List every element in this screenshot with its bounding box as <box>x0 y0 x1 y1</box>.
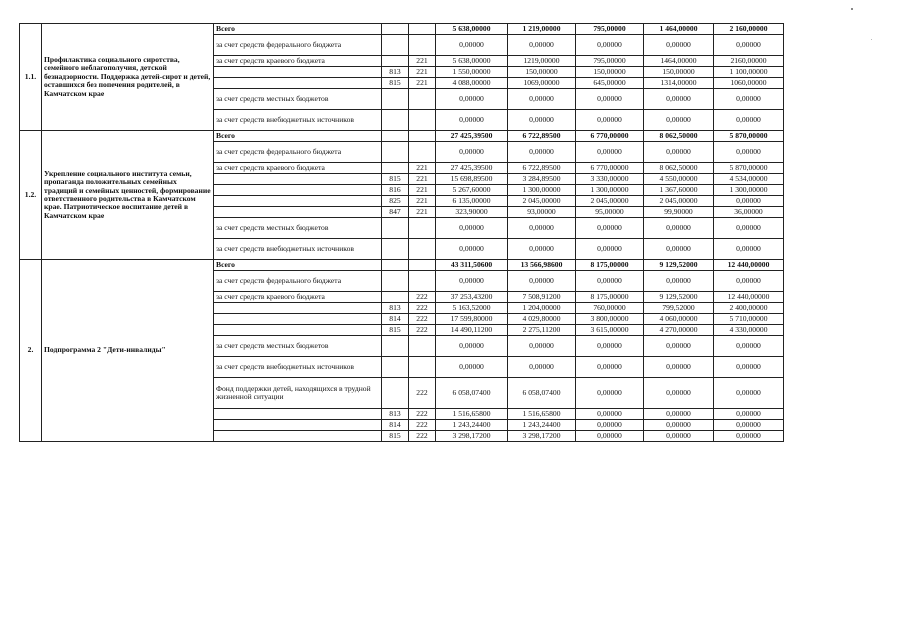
funding-source-label: за счет средств федерального бюджета <box>214 271 382 292</box>
grbs-code: 847 <box>382 207 409 218</box>
funding-source-label: за счет средств краевого бюджета <box>214 56 382 67</box>
amount-year: 0,00000 <box>576 110 644 131</box>
program-code: 222 <box>409 409 436 420</box>
amount-year: 0,00000 <box>714 142 784 163</box>
amount-year: 0,00000 <box>714 271 784 292</box>
program-code: 222 <box>409 420 436 431</box>
amount-year: 4 029,80000 <box>508 314 576 325</box>
funding-source-label <box>214 67 382 78</box>
grbs-code: 816 <box>382 185 409 196</box>
amount-year: 2 400,00000 <box>714 303 784 314</box>
amount-total: 4 088,00000 <box>436 78 508 89</box>
grbs-code <box>382 292 409 303</box>
program-code: 221 <box>409 78 436 89</box>
amount-year: 0,00000 <box>576 218 644 239</box>
amount-year: 1 464,00000 <box>644 24 714 35</box>
funding-source-label <box>214 196 382 207</box>
program-code <box>409 35 436 56</box>
amount-year: 0,00000 <box>508 357 576 378</box>
amount-year: 0,00000 <box>714 218 784 239</box>
amount-year: 0,00000 <box>644 420 714 431</box>
amount-year: 645,00000 <box>576 78 644 89</box>
grbs-code <box>382 271 409 292</box>
amount-year: 0,00000 <box>714 35 784 56</box>
funding-source-label: за счет средств федерального бюджета <box>214 142 382 163</box>
amount-year: 4 330,00000 <box>714 325 784 336</box>
funding-source-label: за счет средств краевого бюджета <box>214 163 382 174</box>
amount-year: 0,00000 <box>508 89 576 110</box>
amount-total: 0,00000 <box>436 239 508 260</box>
amount-year: 0,00000 <box>714 357 784 378</box>
amount-year: 1 516,65800 <box>508 409 576 420</box>
section-description: Подпрограмма 2 "Дети-инвалиды" <box>42 260 214 442</box>
funding-source-label <box>214 303 382 314</box>
amount-year: 0,00000 <box>644 35 714 56</box>
grbs-code: 814 <box>382 314 409 325</box>
amount-year: 1314,00000 <box>644 78 714 89</box>
amount-year: 8 062,50000 <box>644 163 714 174</box>
amount-year: 0,00000 <box>644 110 714 131</box>
amount-year: 0,00000 <box>576 89 644 110</box>
program-code <box>409 357 436 378</box>
amount-total: 0,00000 <box>436 89 508 110</box>
amount-total: 0,00000 <box>436 336 508 357</box>
amount-year: 6 058,07400 <box>508 378 576 409</box>
amount-year: 7 508,91200 <box>508 292 576 303</box>
program-code <box>409 142 436 163</box>
amount-year: 0,00000 <box>576 271 644 292</box>
funding-source-label: Всего <box>214 260 382 271</box>
program-code: 222 <box>409 325 436 336</box>
amount-year: 4 060,00000 <box>644 314 714 325</box>
funding-source-label: за счет средств внебюджетных источников <box>214 357 382 378</box>
amount-year: 6 722,89500 <box>508 163 576 174</box>
funding-source-label <box>214 207 382 218</box>
amount-total: 6 135,00000 <box>436 196 508 207</box>
amount-year: 95,00000 <box>576 207 644 218</box>
amount-total: 1 516,65800 <box>436 409 508 420</box>
grbs-code: 815 <box>382 431 409 442</box>
section-index: 1.1. <box>20 24 42 131</box>
funding-source-label: за счет средств местных бюджетов <box>214 336 382 357</box>
grbs-code <box>382 336 409 357</box>
amount-total: 37 253,43200 <box>436 292 508 303</box>
grbs-code <box>382 378 409 409</box>
program-code: 221 <box>409 67 436 78</box>
amount-total: 0,00000 <box>436 357 508 378</box>
program-code: 222 <box>409 303 436 314</box>
amount-year: 3 298,17200 <box>508 431 576 442</box>
grbs-code <box>382 260 409 271</box>
scan-speck <box>871 39 872 40</box>
grbs-code <box>382 56 409 67</box>
grbs-code <box>382 163 409 174</box>
amount-year: 8 062,50000 <box>644 131 714 142</box>
amount-year: 0,00000 <box>508 142 576 163</box>
program-code: 222 <box>409 314 436 325</box>
amount-year: 1 300,00000 <box>576 185 644 196</box>
amount-year: 3 330,00000 <box>576 174 644 185</box>
funding-source-label <box>214 420 382 431</box>
program-code: 221 <box>409 207 436 218</box>
grbs-code: 813 <box>382 409 409 420</box>
amount-year: 3 615,00000 <box>576 325 644 336</box>
amount-year: 8 175,00000 <box>576 260 644 271</box>
budget-table <box>19 23 784 442</box>
section-description: Профилактика социального сиротства, семейного неблагополучия, детской безнадзорности. Поддержка детей-сирот и детей, оставшихся без попечения родителей, в Камчатском крае <box>42 24 214 131</box>
grbs-code <box>382 131 409 142</box>
amount-year: 0,00000 <box>714 196 784 207</box>
funding-source-label: Всего <box>214 131 382 142</box>
amount-year: 5 870,00000 <box>714 163 784 174</box>
amount-year: 0,00000 <box>644 336 714 357</box>
section-index: 1.2. <box>20 131 42 260</box>
amount-year: 99,90000 <box>644 207 714 218</box>
grbs-code <box>382 218 409 239</box>
amount-year: 0,00000 <box>714 239 784 260</box>
program-code <box>409 260 436 271</box>
scan-speck <box>851 8 853 10</box>
amount-total: 14 490,11200 <box>436 325 508 336</box>
funding-source-label <box>214 431 382 442</box>
section-index: 2. <box>20 260 42 442</box>
amount-total: 27 425,39500 <box>436 163 508 174</box>
grbs-code: 813 <box>382 303 409 314</box>
amount-total: 15 698,89500 <box>436 174 508 185</box>
amount-year: 0,00000 <box>508 239 576 260</box>
funding-source-label <box>214 409 382 420</box>
funding-source-label <box>214 174 382 185</box>
amount-year: 1 243,24400 <box>508 420 576 431</box>
amount-year: 13 566,98600 <box>508 260 576 271</box>
amount-total: 323,90000 <box>436 207 508 218</box>
amount-year: 4 550,00000 <box>644 174 714 185</box>
amount-year: 0,00000 <box>714 409 784 420</box>
program-code <box>409 218 436 239</box>
program-code <box>409 110 436 131</box>
amount-year: 0,00000 <box>644 239 714 260</box>
amount-year: 0,00000 <box>576 409 644 420</box>
amount-year: 0,00000 <box>644 89 714 110</box>
amount-year: 150,00000 <box>644 67 714 78</box>
funding-source-label <box>214 325 382 336</box>
program-code <box>409 89 436 110</box>
amount-year: 2 160,00000 <box>714 24 784 35</box>
amount-year: 8 175,00000 <box>576 292 644 303</box>
amount-year: 0,00000 <box>714 110 784 131</box>
amount-total: 27 425,39500 <box>436 131 508 142</box>
amount-year: 0,00000 <box>714 420 784 431</box>
grbs-code: 815 <box>382 78 409 89</box>
amount-year: 0,00000 <box>508 336 576 357</box>
amount-total: 5 638,00000 <box>436 56 508 67</box>
grbs-code <box>382 89 409 110</box>
amount-year: 0,00000 <box>508 218 576 239</box>
amount-year: 2 045,00000 <box>576 196 644 207</box>
amount-year: 0,00000 <box>644 271 714 292</box>
funding-source-label <box>214 314 382 325</box>
amount-year: 0,00000 <box>508 271 576 292</box>
grbs-code <box>382 142 409 163</box>
amount-year: 6 770,00000 <box>576 131 644 142</box>
amount-total: 17 599,80000 <box>436 314 508 325</box>
amount-total: 0,00000 <box>436 142 508 163</box>
amount-year: 1 204,00000 <box>508 303 576 314</box>
table-row <box>20 131 784 142</box>
amount-year: 0,00000 <box>644 142 714 163</box>
amount-year: 5 870,00000 <box>714 131 784 142</box>
amount-year: 0,00000 <box>644 218 714 239</box>
grbs-code <box>382 110 409 131</box>
amount-year: 0,00000 <box>508 35 576 56</box>
amount-year: 0,00000 <box>576 35 644 56</box>
amount-year: 2 045,00000 <box>508 196 576 207</box>
amount-year: 1 300,00000 <box>508 185 576 196</box>
amount-year: 2 045,00000 <box>644 196 714 207</box>
amount-year: 1219,00000 <box>508 56 576 67</box>
amount-year: 0,00000 <box>644 431 714 442</box>
amount-total: 5 163,52000 <box>436 303 508 314</box>
amount-year: 0,00000 <box>714 89 784 110</box>
amount-total: 1 243,24400 <box>436 420 508 431</box>
amount-year: 0,00000 <box>576 357 644 378</box>
amount-year: 1 100,00000 <box>714 67 784 78</box>
amount-year: 9 129,52000 <box>644 260 714 271</box>
grbs-code: 814 <box>382 420 409 431</box>
grbs-code <box>382 35 409 56</box>
funding-source-label: за счет средств внебюджетных источников <box>214 239 382 260</box>
amount-year: 0,00000 <box>508 110 576 131</box>
amount-year: 12 440,00000 <box>714 292 784 303</box>
amount-total: 5 267,60000 <box>436 185 508 196</box>
amount-year: 1 367,60000 <box>644 185 714 196</box>
amount-year: 1060,00000 <box>714 78 784 89</box>
table-row <box>20 260 784 271</box>
amount-year: 0,00000 <box>576 431 644 442</box>
funding-source-label: за счет средств местных бюджетов <box>214 89 382 110</box>
amount-year: 1 300,00000 <box>714 185 784 196</box>
amount-total: 3 298,17200 <box>436 431 508 442</box>
amount-year: 1464,00000 <box>644 56 714 67</box>
amount-year: 0,00000 <box>644 378 714 409</box>
amount-year: 150,00000 <box>508 67 576 78</box>
grbs-code <box>382 239 409 260</box>
amount-year: 0,00000 <box>576 142 644 163</box>
program-code: 221 <box>409 174 436 185</box>
program-code: 221 <box>409 185 436 196</box>
funding-source-label <box>214 185 382 196</box>
funding-source-label: Фонд поддержки детей, находящихся в трудной жизненной ситуации <box>214 378 382 409</box>
funding-source-label: за счет средств местных бюджетов <box>214 218 382 239</box>
amount-year: 0,00000 <box>576 239 644 260</box>
program-code <box>409 271 436 292</box>
amount-year: 795,00000 <box>576 56 644 67</box>
amount-year: 3 800,00000 <box>576 314 644 325</box>
funding-source-label: за счет средств краевого бюджета <box>214 292 382 303</box>
amount-year: 0,00000 <box>576 420 644 431</box>
amount-year: 93,00000 <box>508 207 576 218</box>
grbs-code: 813 <box>382 67 409 78</box>
program-code <box>409 239 436 260</box>
amount-total: 5 638,00000 <box>436 24 508 35</box>
table-row <box>20 24 784 35</box>
amount-total: 0,00000 <box>436 110 508 131</box>
amount-year: 0,00000 <box>576 378 644 409</box>
amount-year: 760,00000 <box>576 303 644 314</box>
program-code: 222 <box>409 431 436 442</box>
program-code: 222 <box>409 378 436 409</box>
amount-year: 2160,00000 <box>714 56 784 67</box>
amount-year: 0,00000 <box>644 357 714 378</box>
amount-year: 795,00000 <box>576 24 644 35</box>
grbs-code: 825 <box>382 196 409 207</box>
program-code: 222 <box>409 292 436 303</box>
amount-total: 6 058,07400 <box>436 378 508 409</box>
funding-source-label: Всего <box>214 24 382 35</box>
amount-year: 0,00000 <box>714 378 784 409</box>
program-code: 221 <box>409 163 436 174</box>
funding-source-label: за счет средств внебюджетных источников <box>214 110 382 131</box>
program-code <box>409 131 436 142</box>
grbs-code <box>382 357 409 378</box>
program-code: 221 <box>409 196 436 207</box>
amount-year: 9 129,52000 <box>644 292 714 303</box>
amount-year: 2 275,11200 <box>508 325 576 336</box>
amount-year: 150,00000 <box>576 67 644 78</box>
amount-total: 0,00000 <box>436 271 508 292</box>
amount-total: 43 311,50600 <box>436 260 508 271</box>
funding-source-label: за счет средств федерального бюджета <box>214 35 382 56</box>
amount-year: 36,00000 <box>714 207 784 218</box>
amount-year: 4 270,00000 <box>644 325 714 336</box>
funding-source-label <box>214 78 382 89</box>
grbs-code <box>382 24 409 35</box>
grbs-code: 815 <box>382 174 409 185</box>
amount-year: 0,00000 <box>714 431 784 442</box>
amount-year: 5 710,00000 <box>714 314 784 325</box>
amount-year: 1 219,00000 <box>508 24 576 35</box>
amount-year: 6 722,89500 <box>508 131 576 142</box>
section-description: Укрепление социального института семьи, пропаганда положительных семейных традиций и семейных ценностей, формирование ответственного родительства в Камчатском крае. Патриотическое воспитание детей в Камчатском крае <box>42 131 214 260</box>
grbs-code: 815 <box>382 325 409 336</box>
amount-year: 0,00000 <box>576 336 644 357</box>
program-code <box>409 24 436 35</box>
amount-year: 12 440,00000 <box>714 260 784 271</box>
amount-total: 0,00000 <box>436 218 508 239</box>
amount-year: 4 534,00000 <box>714 174 784 185</box>
amount-year: 0,00000 <box>714 336 784 357</box>
program-code <box>409 336 436 357</box>
program-code: 221 <box>409 56 436 67</box>
amount-year: 6 770,00000 <box>576 163 644 174</box>
amount-year: 0,00000 <box>644 409 714 420</box>
amount-year: 1069,00000 <box>508 78 576 89</box>
amount-year: 799,52000 <box>644 303 714 314</box>
amount-total: 0,00000 <box>436 35 508 56</box>
amount-year: 3 284,89500 <box>508 174 576 185</box>
amount-total: 1 550,00000 <box>436 67 508 78</box>
